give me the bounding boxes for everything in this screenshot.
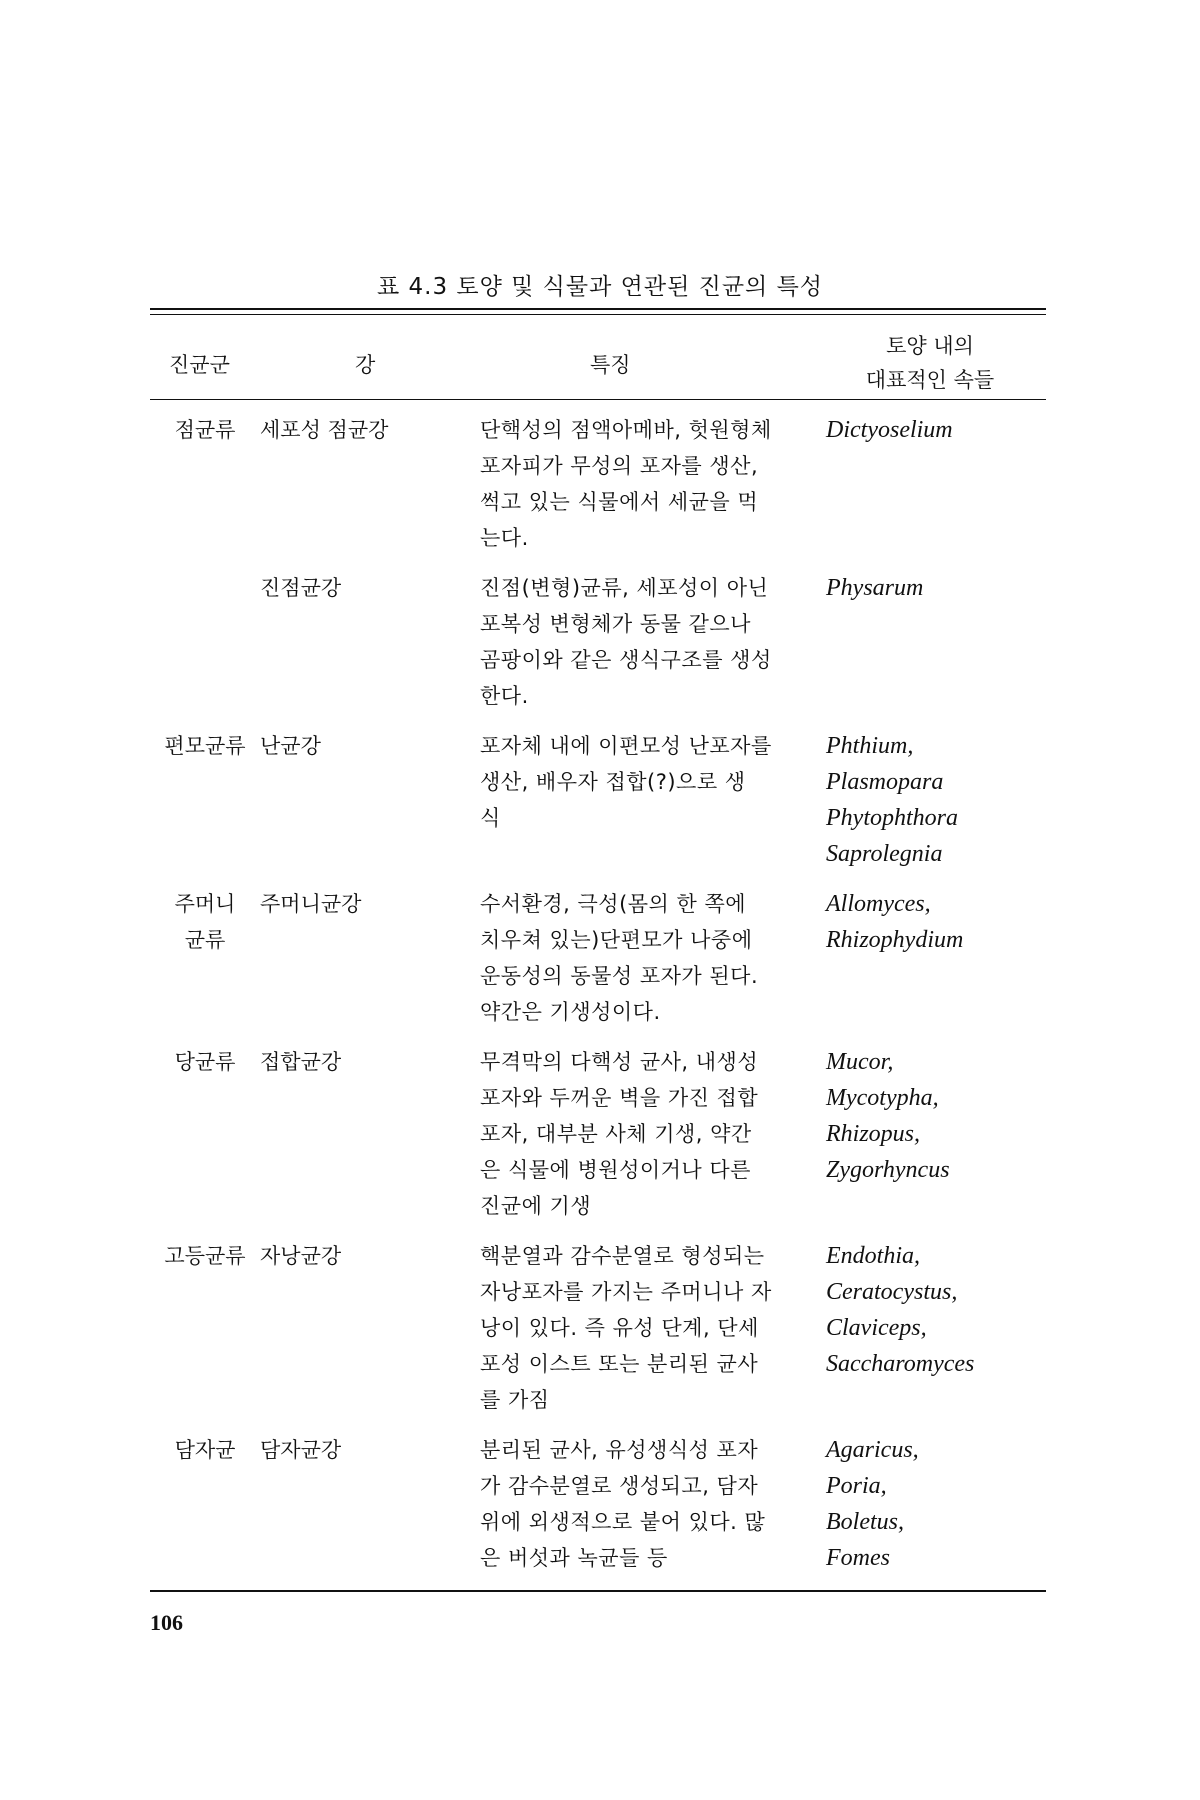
table-bottom-rule <box>150 1590 1046 1592</box>
row-class: 자낭균강 <box>260 1244 342 1268</box>
row-features <box>480 728 820 872</box>
header-genera-line1: 토양 내의 <box>886 334 974 358</box>
genus-name: Rhizopus, <box>826 1121 921 1147</box>
feature-line: 치우쳐 있는)단편모가 나중에 <box>480 928 753 952</box>
feature-line: 가 감수분열로 생성되고, 담자 <box>480 1474 759 1498</box>
feature-line: 포자체 내에 이편모성 난포자를 <box>480 734 772 758</box>
page-number: 106 <box>150 1610 183 1635</box>
table-row <box>150 886 1046 1030</box>
table-row <box>150 570 1046 714</box>
row-group: 고등균류 <box>164 1244 246 1268</box>
row-group: 주머니 균류 <box>174 892 236 952</box>
feature-line: 는다. <box>480 526 529 550</box>
table-row <box>150 1432 1046 1576</box>
feature-line: 낭이 있다. 즉 유성 단계, 단세 <box>480 1316 759 1340</box>
header-features: 특징 <box>590 353 631 377</box>
genus-name: Boletus, <box>826 1509 904 1535</box>
row-genera <box>820 412 1046 556</box>
feature-line: 포자, 대부분 사체 기생, 약간 <box>480 1122 752 1146</box>
feature-line: 진점(변형)균류, 세포성이 아닌 <box>480 576 769 600</box>
feature-line: 핵분열과 감수분열로 형성되는 <box>480 1244 765 1268</box>
genus-name: Saprolegnia <box>826 841 943 867</box>
row-features <box>480 412 820 556</box>
feature-line: 곰팡이와 같은 생식구조를 생성 <box>480 648 772 672</box>
feature-line: 포자와 두꺼운 벽을 가진 접합 <box>480 1086 759 1110</box>
header-group: 진균군 <box>169 353 230 377</box>
row-group <box>150 570 260 714</box>
genus-name: Agaricus, <box>826 1437 919 1463</box>
feature-line: 포자피가 무성의 포자를 생산, <box>480 454 759 478</box>
feature-line: 약간은 기생성이다. <box>480 1000 661 1024</box>
row-group: 점균류 <box>174 418 236 442</box>
row-group: 편모균류 <box>164 734 246 758</box>
table-top-rule <box>150 308 1046 315</box>
genus-name: Poria, <box>826 1473 887 1499</box>
feature-line: 포복성 변형체가 동물 같으나 <box>480 612 751 636</box>
row-group: 담자균 <box>174 1438 236 1462</box>
row-genera <box>820 728 1046 872</box>
row-class: 접합균강 <box>260 1050 342 1074</box>
genus-name: Rhizophydium <box>826 927 964 953</box>
table-caption: 표 4.3 토양 및 식물과 연관된 진균의 특성 <box>376 274 824 300</box>
row-genera <box>820 886 1046 1030</box>
feature-line: 식 <box>480 806 501 830</box>
row-class: 세포성 점균강 <box>260 418 389 442</box>
feature-line: 은 버섯과 녹균들 등 <box>480 1546 668 1570</box>
genus-name: Saccharomyces <box>826 1351 975 1377</box>
row-genera <box>820 1044 1046 1224</box>
feature-line: 생산, 배우자 접합(?)으로 생 <box>480 770 746 794</box>
table-row <box>150 412 1046 556</box>
genus-name: Claviceps, <box>826 1315 927 1341</box>
table-body <box>150 400 1046 1576</box>
row-class: 난균강 <box>260 734 321 758</box>
feature-line: 단핵성의 점액아메바, 헛원형체 <box>480 418 772 442</box>
genus-name: Ceratocystus, <box>826 1279 958 1305</box>
feature-line: 위에 외생적으로 붙어 있다. 많 <box>480 1510 766 1534</box>
feature-line: 은 식물에 병원성이거나 다른 <box>480 1158 751 1182</box>
table-row <box>150 1044 1046 1224</box>
row-class: 진점균강 <box>260 576 342 600</box>
genus-name: Allomyces, <box>826 891 931 917</box>
row-features <box>480 886 820 1030</box>
row-features <box>480 1432 820 1576</box>
row-genera <box>820 1432 1046 1576</box>
feature-line: 무격막의 다핵성 균사, 내생성 <box>480 1050 759 1074</box>
feature-line: 수서환경, 극성(몸의 한 쪽에 <box>480 892 747 916</box>
table-header <box>150 315 1046 400</box>
genus-name: Zygorhyncus <box>826 1157 950 1183</box>
header-genera-line2: 대표적인 속들 <box>865 368 995 392</box>
row-class: 담자균강 <box>260 1438 342 1462</box>
genus-name: Physarum <box>826 575 924 601</box>
header-genera <box>825 329 1035 397</box>
row-class: 주머니균강 <box>260 892 362 916</box>
genus-name: Fomes <box>826 1545 890 1571</box>
feature-line: 포성 이스트 또는 분리된 균사 <box>480 1352 759 1376</box>
genus-name: Plasmopara <box>826 769 944 795</box>
table-row <box>150 728 1046 872</box>
row-features <box>480 570 820 714</box>
genus-name: Mycotypha, <box>826 1085 939 1111</box>
genus-name: Phthium, <box>826 733 914 759</box>
feature-line: 썩고 있는 식물에서 세균을 먹 <box>480 490 759 514</box>
feature-line: 를 가짐 <box>480 1388 550 1412</box>
header-class: 강 <box>355 353 376 377</box>
row-group: 당균류 <box>174 1050 236 1074</box>
genus-name: Mucor, <box>826 1049 894 1075</box>
row-genera <box>820 1238 1046 1418</box>
table-row <box>150 1238 1046 1418</box>
fungi-table <box>150 308 1046 1592</box>
feature-line: 운동성의 동물성 포자가 된다. <box>480 964 759 988</box>
genus-name: Dictyoselium <box>826 417 953 443</box>
row-genera <box>820 570 1046 714</box>
feature-line: 진균에 기생 <box>480 1194 592 1218</box>
feature-line: 한다. <box>480 684 529 708</box>
feature-line: 분리된 균사, 유성생식성 포자 <box>480 1438 759 1462</box>
genus-name: Phytophthora <box>826 805 958 831</box>
row-features <box>480 1044 820 1224</box>
row-features <box>480 1238 820 1418</box>
genus-name: Endothia, <box>826 1243 920 1269</box>
feature-line: 자낭포자를 가지는 주머니나 자 <box>480 1280 772 1304</box>
